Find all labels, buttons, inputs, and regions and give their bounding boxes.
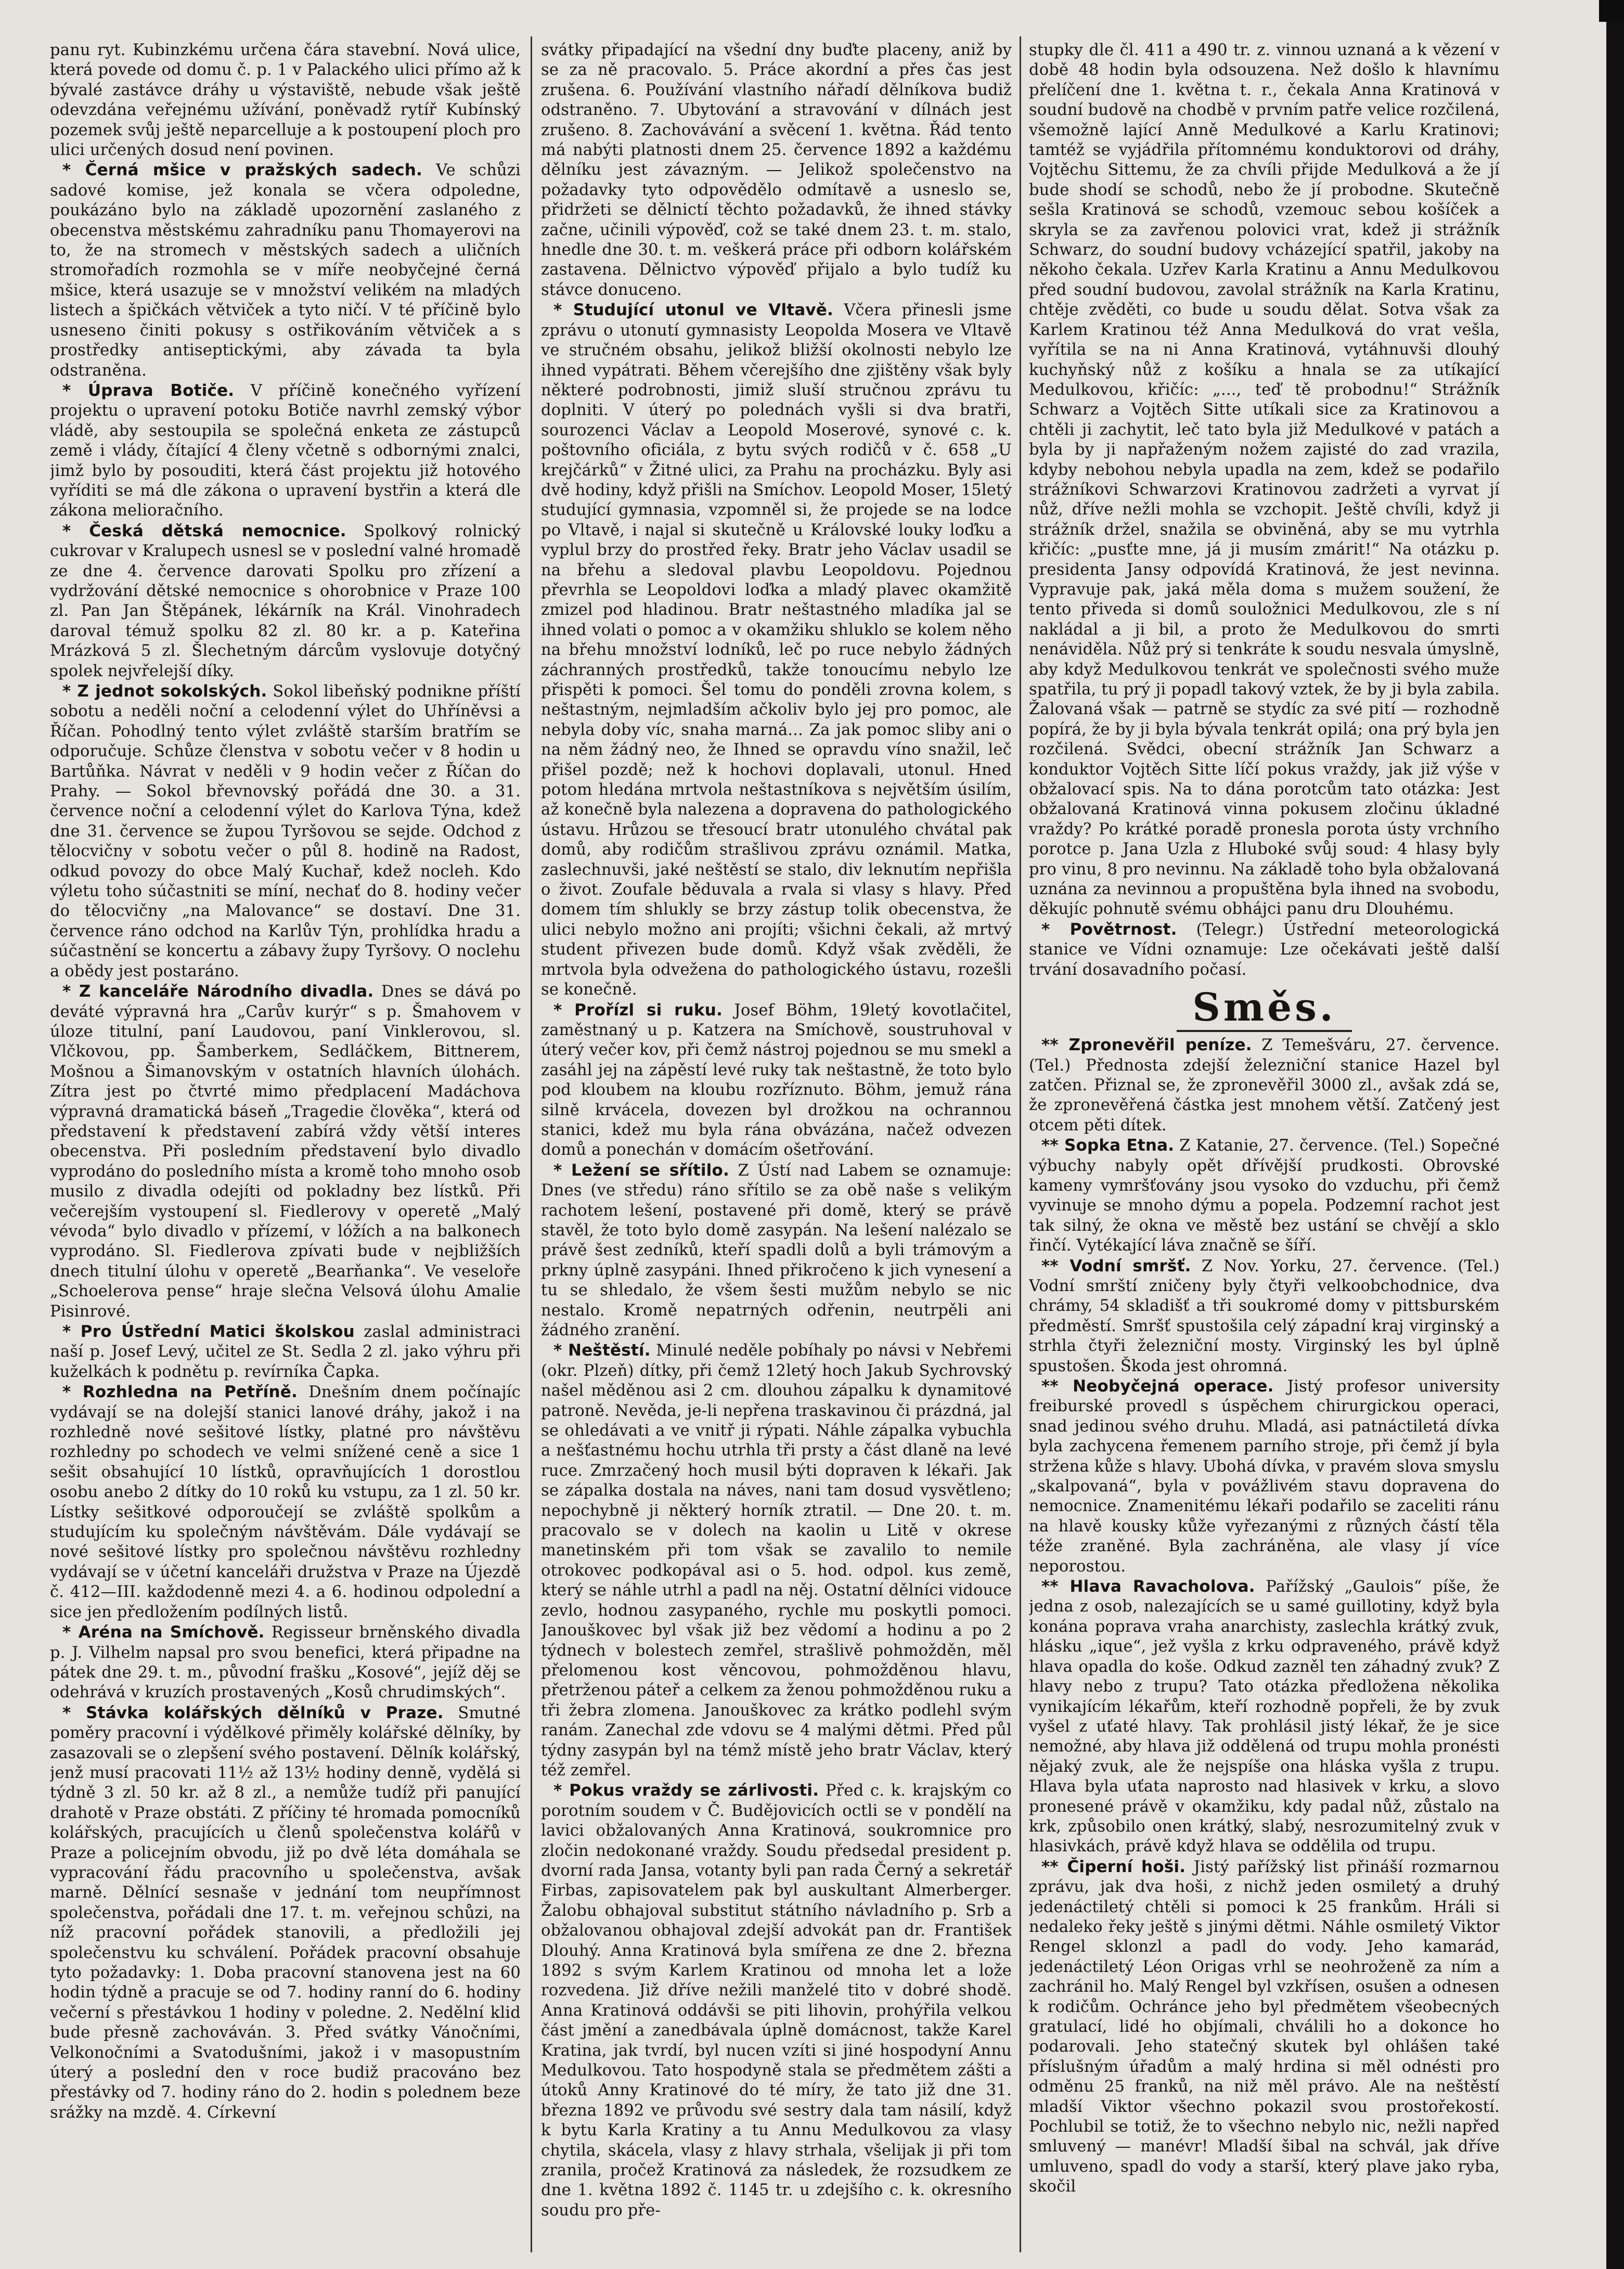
article-headline: * Pokus vraždy se zárlivosti. [553,1781,819,1800]
article-text: Včera přinesli jsme zprávu o utonutí gymnasisty Leopolda Mosera ve Vltavě ve stručném obsahu, jelikož bližší okolnosti nebylo lze ihned vypátrati. Během včerejšího dne zjištěny však byly některé podrobnosti, jimiž sluší stručnou zprávu tu doplniti. V úterý po polednách vyšli si dva bratři, sourozenci Václav a Leopold Moserové, synové c. k. poštovního oficiála, z bytu svých rodičů v č. 658 „U krejčárků“ v Žitné ulici, za Prahu na procházku. Byly asi dvě hodiny, když přišli na Smíchov. Leopold Moser, 15letý studující gymnasia, vzpomněl si, že projede se na lodce po Vltavě, i najal si skutečně u Královské louky loďku a vyplul brzy do prostřed řeky. Bratr jeho Václav usadil se na břehu a sledoval plavbu Leopoldovu. Pojednou převrhla se Leopoldovi loďka a mladý plavec okamžitě zmizel pod hladinou. Bratr neštastného mladíka jal se ihned volati o pomoc a v okamžiku shluklo se kolem něho na břehu množství lodníků, leč po ruce nebylo žádných záchranných prostředků, takže tonoucímu nebylo lze přispěti k pomoci. Šel tomu do ponděli zrovna kolem, s neštastným, nejmladším ačkoliv bylo jej pro pomoc, ale nebyla doby víc, snaha marná... Za jak pomoc sliby ani o na něm žádný neo, že Ihned se opravdu víno snažil, leč přišel pozdě; než k hochovi doplavali, utonul. Hned potom hledána mrtvola neštastníkova s největším úsilím, až konečně byla nalezena a dopravena do pathologického ústavu. Hrůzou se třesoucí bratr utonulého chvátal pak domů, aby rodičům strašlivou zprávu oznámil. Matka, zaslechnuvši, jaké neštěstí se stalo, div leknutím nepřišla o život. Zoufale běduvala a rvala si vlasy s hlavy. Před domem tím shlukly se brzy zástup tolik obecenstva, že ulici nebylo možno ani projíti; všichni čekali, až mrtvý student přivezen bude domů. Když však zvěděli, že mrtvola byla odvežena do pathologického ústavu, rozešli se konečně. [541,301,1012,999]
article-text: Sokol libeňský podnikne příští sobotu a neděli noční a celodenní výlet do Uhříněvsi a Říčan. Pohodlný tento výlet zvláště starším bratřím se odporučuje. Schůze členstva v sobotu večer v 8 hodin u Bartůňka. Návrat v neděli v 9 hodin večer z Říčan do Prahy. — Sokol břevnovský pořádá dne 30. a 31. července noční a celodenní výlet do Karlova Týna, kdež dne 31. července se župou Tyršovou se sejde. Odchod z tělocvičny v sobotu večer o půl 8. hodině na Radost, odkud povozy do obce Malý Kuchař, kdež nocleh. Kdo výletu toho súčastniti se míní, nechať do 8. hodiny večer do tělocvičny „na Malovance“ se dostaví. Dne 31. července ráno odchod na Karlův Týn, prohlídka hradu a súčastnění se koncertu a zábavy župy Tyršovy. O noclehu a obědy jest postaráno. [50,682,521,981]
article-text: Dnešním dnem počínajíc vydávají se na dolejší stanici lanové dráhy, jakož i na rozhledně nové sešitové lístky, platné pro návštěvu rozhledny po schodech ve velmi snížené ceně a sice 1 sešit obsahující 10 lístků, opravňujících 1 dorostlou osobu anebo 2 dítky do 10 roků ku vstupu, za 1 zl. 50 kr. Lístky sešitkové odporoučejí se zvláště spolkům a studujícím ku společným návštěvám. Dále vydávají se nové sešitové lístky pro společnou návštěvu rozhledny vydávají se v účetní kanceláři družstva v Praze na Újezdě č. 412—III. každodenně mezi 4. a 6. hodinou odpolední a sice jen předložením podílných listů. [50,1383,521,1621]
article-text: Spolkový rolnický cukrovar v Kralupech usnesl se v poslední valné hromadě ze dne 4. července darovati Spolku pro zřízení a vydržování dětské nemocnice s ohorobnice v Praze 100 zl. Pan Jan Štěpánek, lékárník na Král. Vinohradech daroval témuž spolku 82 zl. 80 kr. a p. Kateřina Mrázková 5 zl. Šlechetným dárcům vyslovuje dotyčný spolek nejvřelejší díky. [50,522,521,680]
article-paragraph [50,1703,521,2123]
article-headline: ** Hlava Ravacholova. [1041,1577,1255,1596]
article-headline: * Z kanceláře Národního divadla. [62,982,374,1001]
article-headline: ** Čiperní hoši. [1041,1857,1186,1876]
article-headline: * Černá mšice v pražských sadech. [62,161,422,180]
article-paragraph [1029,1376,1500,1577]
column-3 [1029,41,1500,2251]
article-paragraph [541,1000,1012,1161]
article-headline: ** Zpronevěřil peníze. [1041,1036,1252,1055]
article-paragraph [50,41,521,160]
article-paragraph [1029,920,1500,980]
column-1 [50,41,521,2251]
article-paragraph [1029,1256,1500,1376]
article-paragraph [50,521,521,681]
article-text: Z Nov. Yorku, 27. července. (Tel.) Vodní smrští zničeny byly čtyři velkoobchodnice, dva chrámy, 54 skladišť a tři soukromé domy v pittsburském předměstí. Smršť spustošila celý západní kraj virginský a strhla čtyři železniční mosty. Virginský les byl úplně spustošen. Škoda jest ohromná. [1029,1257,1500,1375]
article-paragraph [541,1340,1012,1781]
article-text: panu ryt. Kubinzkému určena čára stavební. Nová ulice, která povede od domu č. p. 1 v Palackého ulici přímo až k bývalé zastávce dráhy u výstaviště, nebude však ještě odevzdána veřejnému užívání, poněvadž rytíř Kubínský pozemek svůj ještě neparcelluje a k postoupení ploch pro ulici určených dosud není povinen. [50,41,521,160]
article-headline: * Rozhledna na Petříně. [62,1383,298,1402]
scan-edge [1606,0,1624,2269]
article-headline: * Ležení se sřítilo. [553,1161,729,1180]
scan-corner-mark [1599,0,1624,22]
article-paragraph [1029,1857,1500,2197]
article-headline: * Úprava Botiče. [62,381,235,400]
article-paragraph [50,982,521,1322]
article-paragraph [541,41,1012,300]
column-rule-2 [1020,36,1021,2252]
article-paragraph [1029,1136,1500,1256]
article-headline: * Stávka kolářských dělníků v Praze. [62,1703,444,1722]
article-headline: * Studující utonul ve Vltavě. [553,301,834,320]
section-title-text: Směs. [1177,985,1351,1032]
article-headline: ** Sopka Etna. [1041,1136,1175,1155]
article-text: Dnes se dává po deváté výpravná hra „Carův kurýr“ s p. Šmahovem v úloze titulní, paní Laudovou, paní Vinklerovou, sl. Vlčkovou, pp. Šamberkem, Sedláčkem, Bittnerem, Mošnou a Šimanovským v ostatních hlavních úlohách. Zítra jest po čtvrté mimo předplacení Madáchova výpravná dramatická báseň „Tragedie člověka“, která od představení k představení zabírá vždy větší interes obecenstva. Při posledním představení bylo divadlo vyprodáno do posledního místa a kromě toho mnoho osob musilo z divadla odejíti od pokladny bez lístků. Při večerejším vystoupení sl. Fiedlerovy v operetě „Malý vévoda“ bylo divadlo v přízemí, v lóžích a na balkonech vyprodáno. Sl. Fiedlerova zpívati bude v nejbližších dnech titulní úlohu v operetě „Bearňanka“. Ve veseloře „Schoelerova pense“ hraje slečna Velsová úlohu Amalie Pisinrové. [50,983,521,1321]
article-headline: ** Neobyčejná operace. [1041,1377,1274,1396]
article-text: Z Temešváru, 27. července. (Tel.) Přednosta zdejší železniční stanice Hazel byl zatčen. Přiznal se, že zpronevěřil 3000 zl., avšak zdá se, že zpronevěřená částka jest mnohem větší. Zatčený jest otcem pěti dítek. [1029,1036,1500,1134]
article-paragraph [541,300,1012,1000]
column-2 [541,41,1012,2251]
article-headline: * Česká dětská nemocnice. [62,521,346,540]
article-text: Jistý profesor university freiburské provedl s úspěchem chirurgickou operaci, snad jedinou svého druhu. Mladá, asi patnáctiletá dívka byla zachycena řemenem parního stroje, při čemž jí byla stržena kůže s hlavy. Ubohá dívka, v pravém slova smyslu „skalpovaná“, byla v povážlivém stavu dopravena do nemocnice. Znamenitému lékaři podařilo se zaceliti ránu na hlavě kousky kůže vyřezanými z různých částí těla téže zraněné. Byla zachráněna, ale vlasy jí více neporostou. [1029,1377,1500,1576]
article-headline: * Neštěstí. [553,1341,651,1360]
article-paragraph [50,1382,521,1622]
article-paragraph [1029,1035,1500,1136]
article-paragraph [541,1781,1012,2221]
article-paragraph [50,381,521,521]
article-text: Josef Böhm, 19letý kovotlačitel, zaměstnaný u p. Katzera na Smíchově, soustruhoval v úterý večer kov, při čemž nástroj pojednou se mu smekl a zasáhl jej na zápěstí levé ruky tak neštastně, že toto bylo pod kloubem na kloubu rozříznuto. Böhm, jemuž rána silně krvácela, dovezen byl drožkou na ochrannou stanici, kdež mu byla rána obvázána, načež odvezen domů a ponechán v domácím ošetřování. [541,1001,1012,1159]
article-text: stupky dle čl. 411 a 490 tr. z. vinnou uznaná a k vězení v době 48 hodin byla odsouzena. Než došlo k hlavnímu přelíčení dne 1. května t. r., čekala Anna Kratinová v soudní budově na chodbě v prvním patře velice rozčilená, všemožně lající Anně Medulkové a Karlu Kratinovi; tamtéž se vyjádřila přítomnému konduktorovi od dráhy, Vojtěchu Sittemu, že za chvíli přijde Medulková a že jí bude shodí se schodů, nebo že jí probodne. Skutečně sešla Kratinová se schodů, vzemouc sebou košíček a skryla se za zavřenou polovici vrat, kdež ji strážník Schwarz, do soudní budovy vcházející spatřil, jakoby na někoho čekala. Uzřev Karla Kratinu a Annu Medulkovou před soudní budovou, zavolal strážník na Karla Kratinu, chtěje zvěděti, co bude u soudu dělat. Sotva však za Karlem Kratinou též Anna Medulková do vrat vešla, vyřítila se na ni Anna Kratinová, vytáhnuvši dlouhý kuchyňský nůž z košíku a hnala se za utíkající Medulkovou, křičíc: „..., teď tě probodnu!“ Strážník Schwarz a Vojtěch Sitte utíkali sice za Kratinovou a chtěli ji zachytit, leč tato byla již Medulkové v patách a byla by ji napřaženým nožem zajisté do zad vrazila, kdyby nebohou nebyla upadla na zem, kdež se podařilo strážníkovi Schwarzovi Kratinovou zadržeti a vyrvat jí nůž, dříve nežli mohla se vzchopit. Ještě chvíli, když ji strážník držel, snažila se obviněná, aby se mu vytrhla křičíc: „pusťte mne, já ji musím zmárit!“ Na otázku p. presidenta Jansy odpovídá Kratinová, že jest nevinna. Vypravuje pak, jaká měla doma s mužem soužení, že tento přiveda si domů souložnici Medulkovou, zle s ní nakládal a ji bil, a proto že Medulkovou do smrti nenáviděla. Nůž prý si tenkráte k soudu nesvala úmyslně, aby když Medulkovou tenkrát ve společnosti svého muže spatřila, tu prý ji popadl takový vztek, že by ji byla zabila. Žalovaná však — patrně se stydíc za své pití — rozhodně popírá, že by ji byla bývala tenkrát opilá; ona prý byla jen rozčilená. Svědci, obecní strážník Jan Schwarz a konduktor Vojtěch Sitte líčí pokus vraždy, jak již výše v obžalovací spis. Na to dána porotcům tato otázka: Jest obžalovaná Kratinová vinna pokusem zločinu úkladné vraždy? Po krátké poradě pronesla porota ústy vrchního porotce p. Jana Uzla z Hluboké svůj soud: 4 hlasy byly pro vinu, 8 pro nevinnu. Na základě toho byla obžalovaná uznána za nevinnou a propuštěna byla ihned na svobodu, děkujíc pohnutě svému obhájci panu dru Dlouhému. [1029,41,1500,919]
article-text: (Telegr.) Ústřední meteorologická stanice ve Vídni oznamuje: Lze očekávati ještě další trvání dosavadního počasí. [1029,920,1500,979]
article-text: Z Katanie, 27. července. (Tel.) Sopečné výbuchy nabyly opět dřívější prudkosti. Obrovské kameny vymršťovány jsou vysoko do vzduchu, při čemž vyvinuje se mnoho dýmu a popela. Podzemní rachot jest tak silný, že okna ve městě bez ustání se chvějí a sklo řinčí. Vytékající láva značně se šíří. [1029,1137,1500,1255]
article-paragraph [1029,1577,1500,1857]
article-paragraph [541,1161,1012,1341]
article-headline: * Prořízl si ruku. [553,1000,723,1020]
article-paragraph [1029,41,1500,920]
article-text: Z Ústí nad Labem se oznamuje: Dnes (ve středu) ráno sřítilo se za obě naše s velikým rachotem lešení, postavené při domě, který se právě stavěl, že toto bylo domě zasypán. Na lešení nalézalo se právě šest zedníků, kteří spadli dolů a byli trámovým a prkny úplně zasypáni. Ihned přikročeno k jich vynesení a tu se shledalo, že všem šesti mužům nebylo se nic nestalo. Kromě nepatrných odřenin, neutrpěli ani žádného zranění. [541,1161,1012,1339]
article-text: zaslal administraci naší p. Josef Levý, učitel ze St. Sedla 2 zl. jako výhru při kuželkách k podnětu p. revírníka Čapka. [50,1323,521,1381]
article-headline: ** Vodní smršť. [1041,1256,1191,1275]
article-text: V příčině konečného vyřízení projektu o upravení potoku Botiče navrhl zemský výbor vládě, aby sestoupila se společná enketa ze zástupců země i vlády, čítající 4 členy včetně s odbornými znalci, jimž bylo by posouditi, která část projektu již hotového vyříditi se má dle zákona o upravení bystřin a která dle zákona melioračního. [50,381,521,520]
article-text: Ve schůzi sadové komise, jež konala se včera odpoledne, poukázáno bylo na základě upozornění zaslaného z obecenstva městskému zahradníku panu Thomayerovi na to, že na stromech v městských sadech a uličních stromořadích rozmohla se v míře neobyčejné černá mšice, která usazuje se v množství velikém na mladých listech a špičkách větviček a tyto ničí. V té příčině bylo usneseno činiti pokusy s ostřikováním větviček a s prostředky antiseptickými, aby závada ta byla odstraněna. [50,161,521,380]
article-text: svátky připadající na všední dny buďte placeny, aniž by se za ně pracovalo. 5. Práce akordní a přes čas jest zrušena. 6. Používání vlastního nářadí dělníkova budiž odstraněno. 7. Ubytování a stravování v dílnách jest zrušeno. 8. Zachovávání a svěcení 1. května. Řád tento má nabýti platnosti dnem 25. července 1892 a každému dělníku jest závazným. — Jelikož společenstvo na požadavky tyto odpovědělo odmítavě a usneslo se, přidržeti se dělnictí těchto požadavků, že ihned stávky začne, učinili výpověď, což se také dnem 23. t. m. stalo, hnedle dne 30. t. m. veškerá práce při odborn kolářském zastavena. Dělnictvo výpověď přijalo a bylo tudíž ku stávce donuceno. [541,41,1012,299]
article-paragraph [50,681,521,982]
section-title [1029,985,1500,1030]
article-paragraph [50,1322,521,1382]
article-paragraph [50,160,521,380]
article-text: Regisseur brněnského divadla p. J. Vilhelm napsal pro svou benefici, která připadne na pátek dne 29. t. m., původní frašku „Kosové“, jejíž děj se odehrává v kruzích prostavených „Kosů chrudimských“. [50,1623,521,1702]
article-text: Před c. k. krajským co porotním soudem v Č. Budějovicích octli se v pondělí na lavici obžalovaných Anna Kratinová, soukromnice pro zločin nedokonané vraždy. Soudu předsedal president p. dvorní rada Jansa, votanty byli pan rada Černý a sekretář Firbas, zapisovatelem pak byl auskultant Almerberger. Žalobu obhajoval substitut státního návladního p. Srb a obžalovanou obhajoval zdejší advokát pan dr. František Dlouhý. Anna Kratinová byla smířena ze dne 2. března 1892 s svým Karlem Kratinou od mnoha let a lože rozvedena. Již dříve nežili manželé tito v dobré shodě. Anna Kratinová oddávši se piti lihovin, prohýřila velkou část jmění a zanedbávala úplně domácnost, takže Karel Kratina, jak tvrdí, byl nucen vzíti si jiné hospodyní Annu Medulkovou. Tato hospodyně stala se předmětem zášti a útoků Anny Kratinové do té míry, že tato již dne 31. března 1892 ve průvodu své sestry dala tam násilí, když k bytu Karla Kratiny a tu Annu Medulkovou za vlasy chytila, skácela, vlasy z hlavy strhala, všelijak ji při tom zranila, pročež Kratinová za následek, že rozsudkem ze dne 1. května 1892 č. 1145 tr. u zdejšího c. k. okresního soudu pro pře- [541,1782,1012,2220]
article-paragraph [50,1622,521,1703]
article-headline: * Pro Ústřední Matici školskou [62,1322,355,1341]
article-text: Minulé neděle pobíhaly po návsi v Nebřemi (okr. Plzeň) dítky, při čemž 12letý hoch Jakub Sychrovský našel měděnou asi 2 cm. dlouhou zápalku k dynamitové patroně. Nevěda, je-li nepřena traskavinou či prázdná, jal se ohledávati a ve vnitř ji rýpati. Náhle zápalka vybuchla a nešťastnému hochu utrhla tři prsty a část dlaně na levé ruce. Zmrzačený hoch musil býti dopraven k lékaři. Jak se zápalka dostala na náves, nani tam dosud vysvětleno; nepochybně ji některý horník ztratil. — Dne 20. t. m. pracovalo se v dolech na kaolin u Litě v okrese manetinském při tom však se zavalilo to nemile otrokovec podkopával asi o 5. hod. odpol. kus země, který se náhle utrhl a padl na něj. Ostatní dělníci vidouce zevlo, hodnou zasypaného, rychle mu poskytli pomoci. Janouškovec byl však již bez vědomí a hodinu a po 2 týdnech v bolestech zemřel, strašlivě pohmožděn, měl přelomenou kost věncovou, pohmožděnou hlavu, přetrženou páteř a celkem za ženou pohmožděnou ruku a tři žebra zlomena. Janouškovec za krátko podlehl svým ranám. Zanechal zde vdovu se 4 malými dětmi. Před půl týdny zasypán byl na témž místě jeho bratr Václav, který též zemřel. [541,1342,1012,1780]
article-text: Jistý pařížský list přináší rozmarnou zprávu, jak dva hoši, z nichž jeden osmiletý a druhý jedenáctiletý chtěli si pomoci k 25 frankům. Hráli si nedaleko řeky ještě s jinými dětmi. Náhle osmiletý Viktor Rengel sklonzl a padl do vody. Jeho kamarád, jedenáctiletý Léon Origas vrhl se neohroženě za ním a zachránil ho. Malý Rengel byl vzkřísen, osušen a odnesen k rodičům. Ochránce jeho byl předmětem všeobecných gratulací, lidé ho objímali, chválili ho a dokonce ho podarovali. Jeho statečný skutek byl ohlášen také příslušným úřadům a malý hrdina si měl odnésti pro odměnu 25 franků, na niž měl právo. Ale na neštěstí mladší Viktor všechno pokazil svou prostořekostí. Pochlubil se totiž, že to všechno nebylo nic, nežli napřed smluvený — manévr! Mladší šibal na schvál, jak dříve umluveno, spadl do vody a starší, který plave jako ryba, skočil [1029,1858,1500,2196]
article-text: Smutné poměry pracovní i výdělkové přiměly kolářské dělníky, by zasazovali se o zlepšení svého postavení. Dělník kolářský, jenž musí pracovati 11½ až 13½ hodiny denně, vydělá si týdně 3 zl. 50 kr. až 8 zl., a nemůže tudíž při panující drahotě v Praze obstáti. Z příčiny té hromada pomocníků kolářských, pracujících u členů společenstva kolářů v Praze a policejním obvodu, již po dvě léta domáhala se vypracování řádu pracovního u společenstva, avšak marně. Dělnící sesnaše v jednání tom neupřímnost společenstva, pořádali dne 17. t. m. veřejnou schůzi, na níž pracovní pořádek stanovili, a předložili jej společenstvu ku schválení. Pořádek pracovní obsahuje tyto požadavky: 1. Doba pracovní stanovena jest na 60 hodin týdně a pracuje se od 7. hodiny ranní do 6. hodiny večerní s přestávkou 1 hodiny v poledne. 2. Nedělní klid bude přesně zachováván. 3. Před svátky Vánočními, Velkonočními a Svatodušními, jakož i v masopustním úterý a poslední den v roce budiž pracováno bez přestávky od 7. hodiny ráno do 2. hodin s polednem beze srážky na mzdě. 4. Církevní [50,1704,521,2122]
article-headline: * Z jednot sokolských. [62,682,267,701]
article-headline: * Povětrnost. [1041,920,1177,939]
column-rule-1 [531,36,532,2252]
article-text: Pařížský „Gaulois“ píše, že jedna z osob, nalezajících se u samé guillotiny, když byla konána poprava vraha anarchisty, zaslechla krátký zvuk, hlásku „ique“, jež vyšla z krku odpraveného, právě když hlava opadla do koše. Odkud zazněl ten záhadný zvuk? Z hlavy nebo z trupu? Tato otázka předložena několika vynikajícím lékařům, kteří rozhodně popřeli, že by zvuk vyšel z uťaté hlavy. Tak prohlásil jistý lékař, že je sice nemožné, aby hlava již oddělená od trupu mohla pronésti nějaký zvuk, ale že nejspíše ona hláska vyšla z trupu. Hlava byla uťata naprosto nad hlasivek v krku, a slovo pronesené právě v okamžiku, kdy padal nůž, zůstalo na krk, způsobilo onen krátký, slabý, nesrozumitelný zvuk v hlasivkách, právě když hlava se oddělila od trupu. [1029,1578,1500,1856]
article-headline: * Aréna na Smíchově. [62,1623,265,1642]
